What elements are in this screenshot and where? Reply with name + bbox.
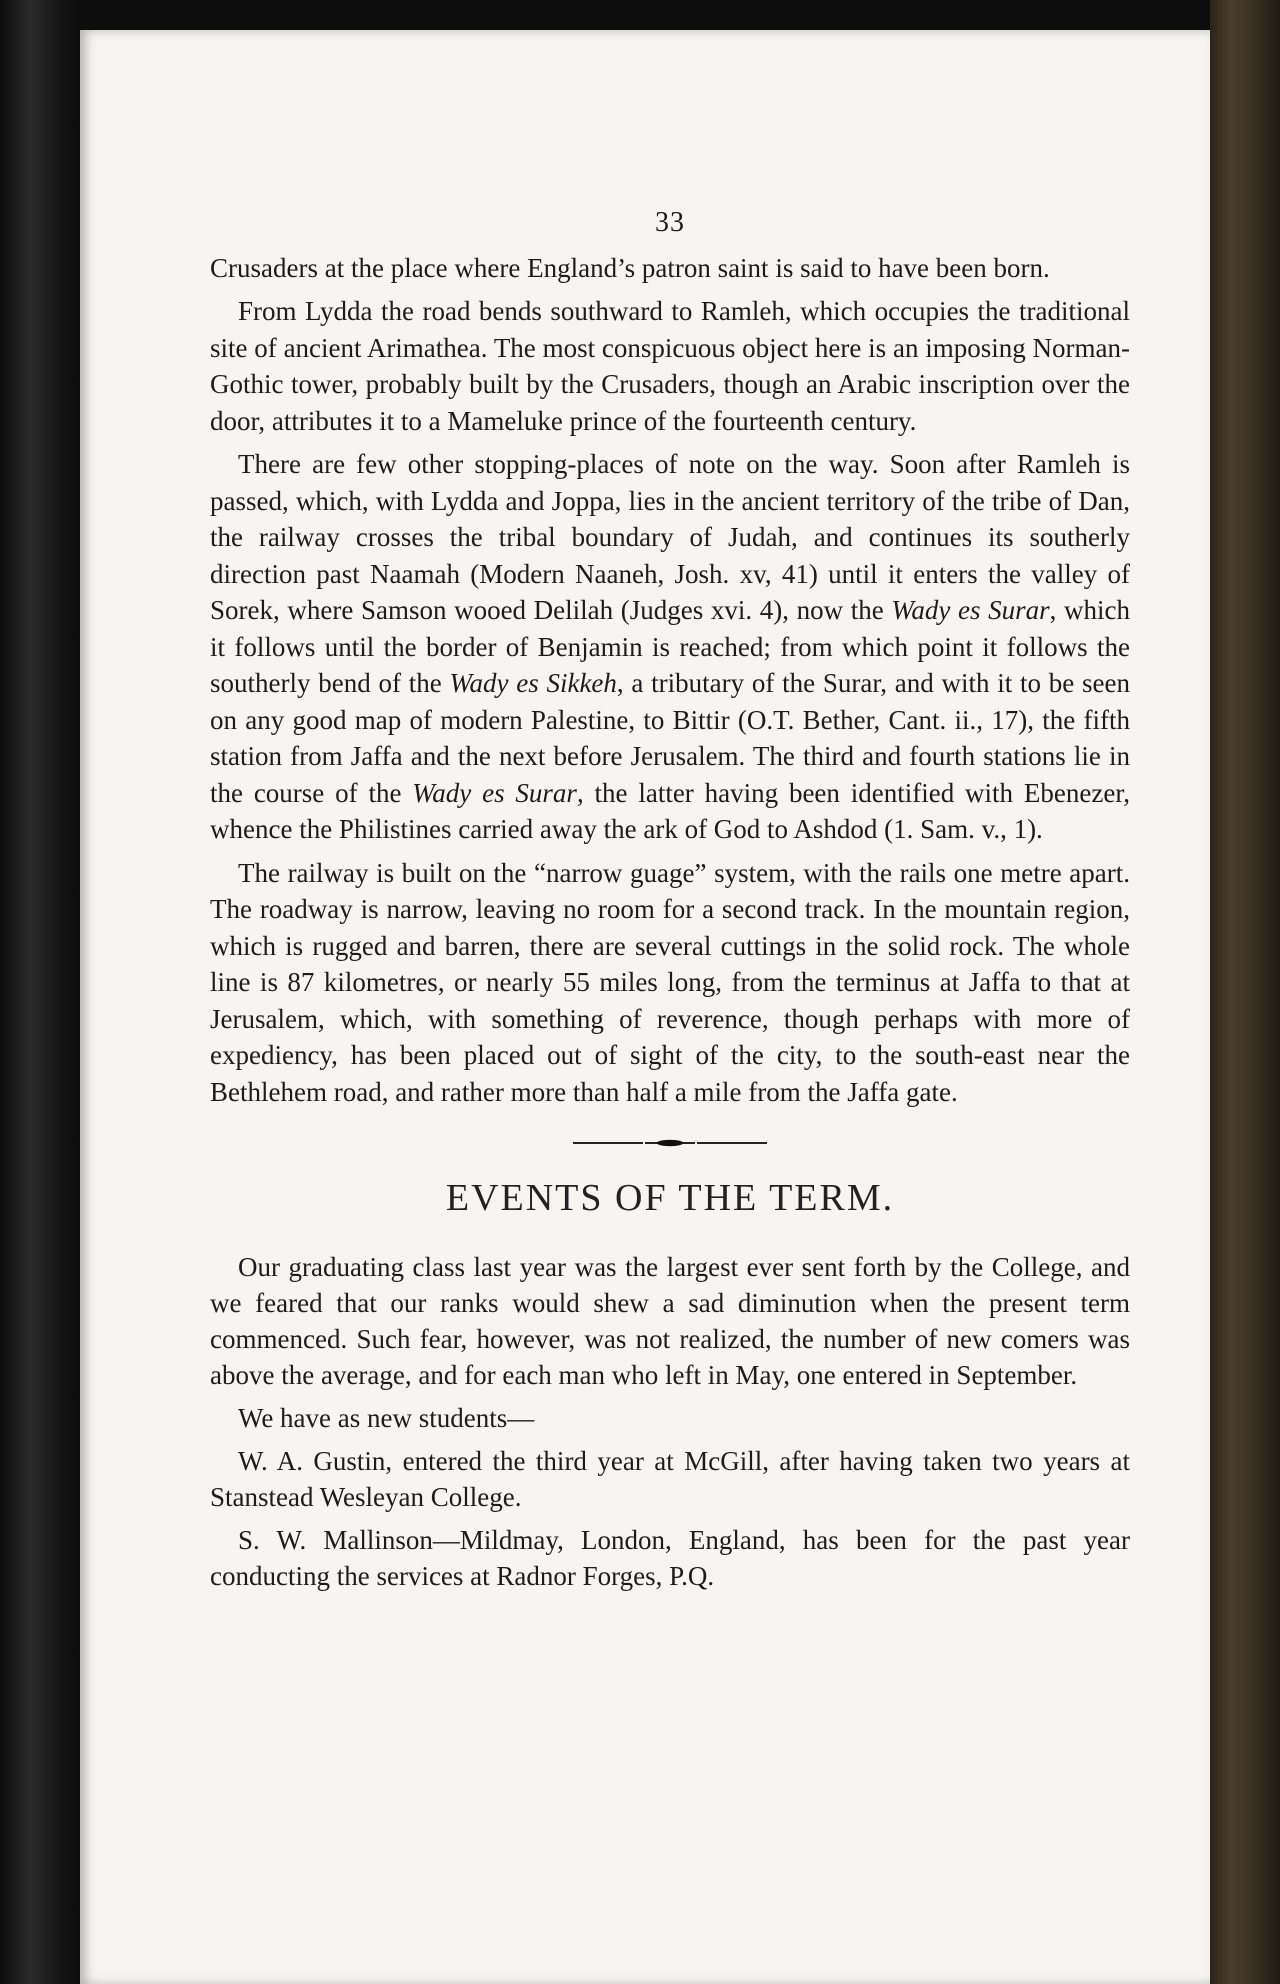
paragraph-route	[210, 446, 1130, 848]
events-paragraph: We have as new students—	[238, 1402, 535, 1433]
events-paragraph: S. W. Mallinson—Mildmay, London, England, has been for the past year conducting the services at Radnor Forges, P.Q.	[210, 1524, 1130, 1591]
route-text-3: , a tributary of the Surar, and with it to be seen on any good map of modern Palestine, to Bittir (O.T. Bether, Cant. ii., 17), the fifth station from Jaffa and the next before Jerusalem. The third and fourth stations lie in the course of the	[210, 668, 1130, 808]
section-heading: EVENTS OF THE TERM.	[445, 1177, 895, 1219]
events-paragraph: Our graduating class last year was the largest ever sent forth by the College, and we feared that our ranks would shew a sad diminution when the present term commenced. Such fear, however, was not realized, the number of new comers was above the average, and for each man who left in May, one entered in September.	[210, 1251, 1130, 1390]
page-number: 33	[655, 207, 685, 238]
ornamental-divider	[210, 1136, 1130, 1150]
paragraph-railway: The railway is built on the “narrow guage” system, with the rails one metre apart. The roadway is narrow, leaving no room for a second track. In the mountain region, which is rugged and barren, there are several cuttings in the solid rock. The whole line is 87 kilometres, or nearly 55 miles long, from the terminus at Jaffa to that at Jerusalem, which, with something of reverence, though perhaps with more of expediency, has been placed out of sight of the city, to the south-east near the Bethlehem road, and rather more than half a mile from the Jaffa gate.	[210, 857, 1130, 1107]
route-italic-1: Wady es Surar	[891, 595, 1050, 625]
route-italic-3: Wady es Surar	[412, 777, 577, 808]
route-text-1: There are few other stopping-places of note on the way. Soon after Ramleh is passed, which, with Lydda and Joppa, lies in the ancient territory of the tribe of Dan, the railway crosses the tribal boundary of Judah, and continues its southerly direction past Naamah (Modern Naaneh, Josh. xv, 41) until it enters the valley of Sorek, where Samson wooed Delilah (Judges xvi. 4), now the	[210, 449, 1130, 625]
paragraph-ramleh: From Lydda the road bends southward to Ramleh, which occupies the traditional site of ancient Arimathea. The most conspicuous object here is an imposing Norman-Gothic tower, probably built by the Crusaders, though an Arabic inscription over the door, attributes it to a Mameluke prince of the fourteenth century.	[210, 296, 1130, 436]
events-paragraph: W. A. Gustin, entered the third year at McGill, after having taken two years at Stanstead Wesleyan College.	[210, 1445, 1130, 1512]
events-section	[210, 1249, 1130, 1594]
route-text-4: , the latter having been identified with Ebenezer, whence the Philistines carried away the ark of God to Ashdod (1. Sam. v., 1).	[210, 777, 1130, 844]
divider-line-right	[697, 1142, 767, 1144]
divider-line-left	[573, 1142, 643, 1144]
paragraph-crusaders: Crusaders at the place where England’s patron saint is said to have been born.	[210, 252, 1050, 283]
book-page	[80, 30, 1210, 1984]
page-content	[210, 205, 1130, 1601]
route-text-2: , which it follows until the border of Benjamin is reached; from which point it follows the southerly bend of the	[210, 595, 1130, 698]
book-spine-edge	[1210, 0, 1280, 1984]
route-italic-2: Wady es Sikkeh	[449, 668, 617, 698]
divider-ornament	[645, 1137, 695, 1149]
